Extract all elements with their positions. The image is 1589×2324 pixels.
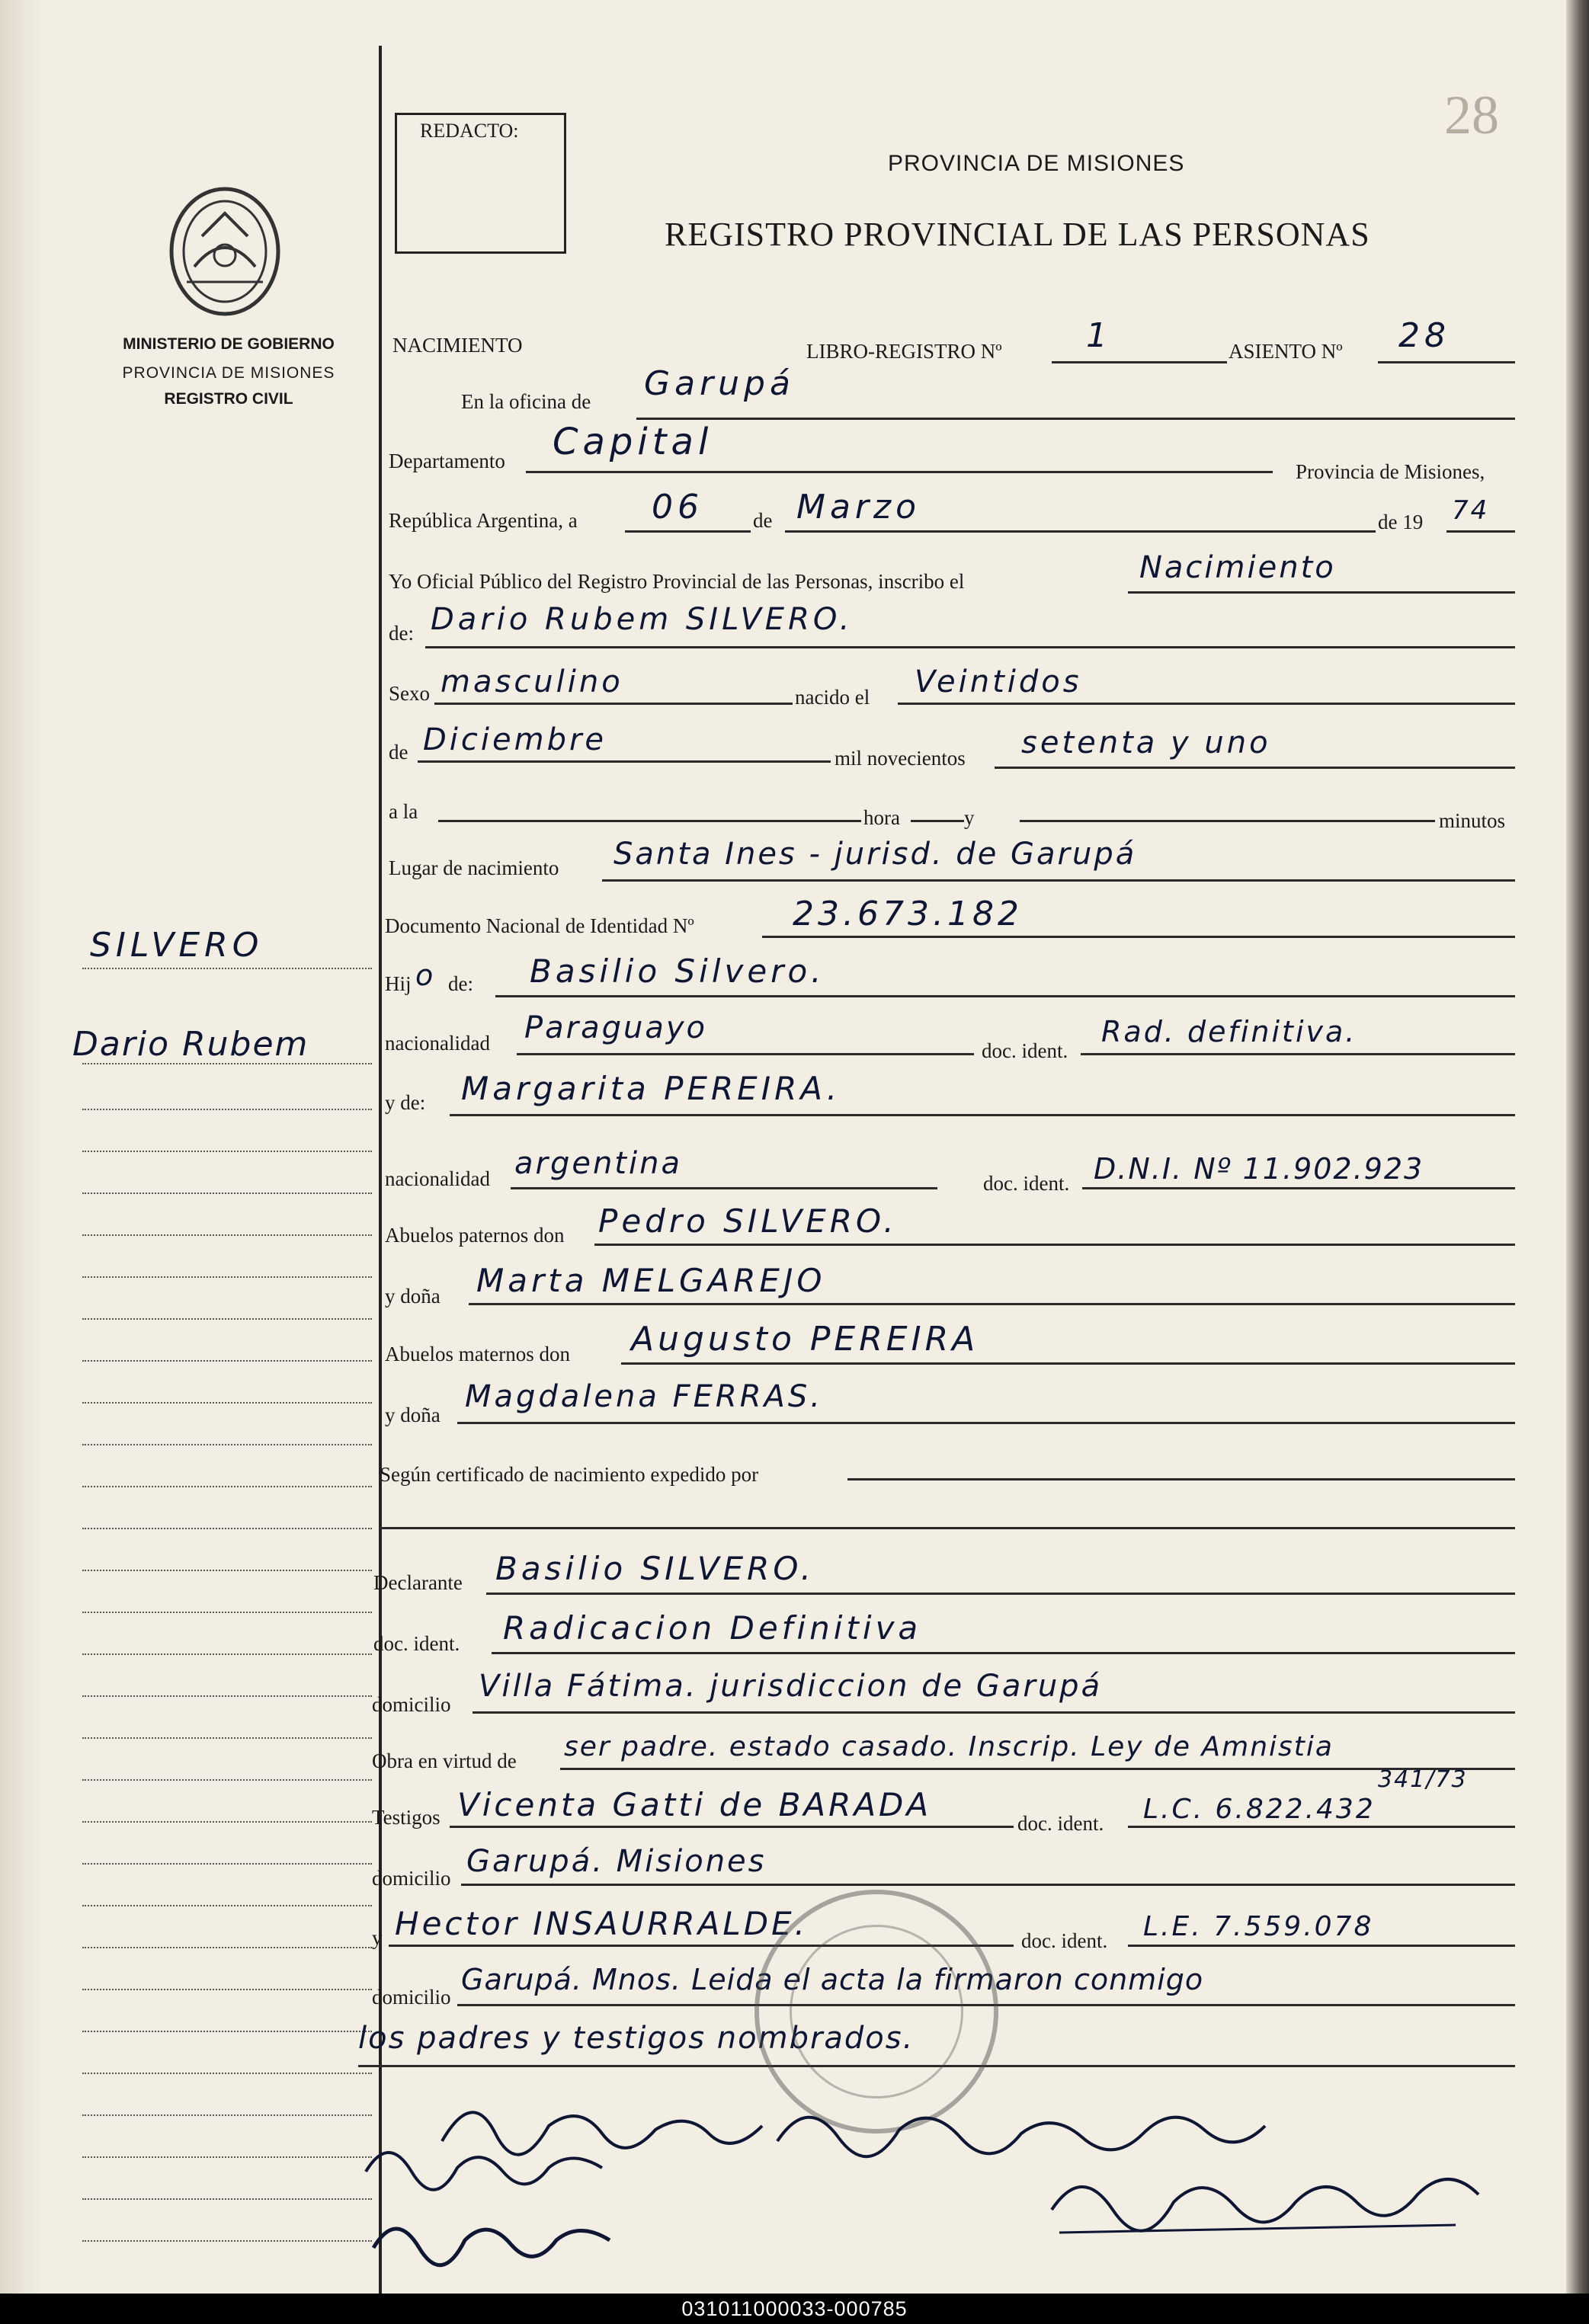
fill-line bbox=[911, 820, 964, 822]
testigo1-value: Vicenta Gatti de BARADA bbox=[457, 1786, 932, 1823]
year-value: 74 bbox=[1452, 495, 1490, 526]
padre-nacionalidad-value: Paraguayo bbox=[524, 1010, 707, 1045]
margin-line bbox=[82, 1612, 372, 1613]
abuela-materna-value: Magdalena FERRAS. bbox=[465, 1379, 823, 1414]
oficina-label: En la oficina de bbox=[461, 390, 591, 413]
margin-line bbox=[82, 1905, 372, 1906]
ley-number: 341/73 bbox=[1378, 1766, 1468, 1793]
fill-line bbox=[380, 1527, 1515, 1529]
margin-line bbox=[82, 2198, 372, 2200]
lugar-value: Santa Ines - jurisd. de Garupá bbox=[613, 837, 1137, 872]
margin-line bbox=[82, 2031, 372, 2032]
libro-value: 1 bbox=[1086, 316, 1112, 355]
margin-line bbox=[82, 1863, 372, 1865]
margin-line bbox=[82, 2114, 372, 2116]
fill-line bbox=[495, 995, 1515, 997]
margin-line bbox=[82, 1360, 372, 1362]
a-la-label: a la bbox=[389, 800, 418, 823]
declarante-domicilio-value: Villa Fátima. jurisdiccion de Garupá bbox=[479, 1669, 1103, 1704]
abuela-paterna-value: Marta MELGAREJO bbox=[476, 1262, 826, 1299]
testigo1-doc: L.C. 6.822.432 bbox=[1143, 1794, 1376, 1825]
margin-line bbox=[82, 1234, 372, 1236]
fill-line bbox=[450, 1826, 1014, 1828]
sexo-value: masculino bbox=[440, 664, 623, 699]
hijo-label: Hij bbox=[385, 972, 412, 995]
redacto-box bbox=[395, 113, 566, 254]
fill-line bbox=[1052, 361, 1227, 363]
departamento-value: Capital bbox=[553, 421, 713, 463]
document-id-footer: 031011000033-000785 bbox=[0, 2294, 1589, 2324]
oficial-label: Yo Oficial Público del Registro Provincial de las Personas, inscribo el bbox=[389, 570, 965, 593]
doc-ident-label: doc. ident. bbox=[1017, 1812, 1104, 1835]
doc-ident-label: doc. ident. bbox=[983, 1172, 1070, 1195]
abuelos-paternos-label: Abuelos paternos don bbox=[385, 1224, 565, 1247]
fill-line bbox=[511, 1187, 937, 1189]
fill-line bbox=[1128, 1945, 1515, 1947]
provincia-suffix: Provincia de Misiones, bbox=[1296, 460, 1485, 483]
fill-line bbox=[438, 820, 861, 822]
abuelo-paterno-value: Pedro SILVERO. bbox=[598, 1202, 898, 1240]
mes-value: Marzo bbox=[796, 488, 921, 527]
abuelos-maternos-label: Abuelos maternos don bbox=[385, 1343, 570, 1365]
testigo2-value: Hector INSAURRALDE. bbox=[395, 1905, 808, 1942]
margin-line bbox=[82, 968, 372, 969]
fill-line bbox=[1446, 530, 1515, 533]
republica-label: República Argentina, a bbox=[389, 509, 578, 532]
fill-line bbox=[594, 1244, 1515, 1246]
padre-doc-value: Rad. definitiva. bbox=[1101, 1015, 1357, 1048]
dni-value: 23.673.182 bbox=[793, 895, 1023, 933]
domicilio-label: domicilio bbox=[372, 1986, 451, 2009]
margin-line bbox=[82, 1109, 372, 1110]
y-dona-label: y doña bbox=[385, 1404, 440, 1426]
dia-value: 06 bbox=[652, 488, 703, 527]
obra-label: Obra en virtud de bbox=[372, 1749, 517, 1772]
nacido-value: Veintidos bbox=[915, 664, 1082, 699]
fill-line bbox=[560, 1768, 1515, 1770]
fill-line bbox=[486, 1593, 1515, 1595]
declarante-doc-value: Radicacion Definitiva bbox=[503, 1609, 922, 1647]
testigo1-domicilio: Garupá. Misiones bbox=[466, 1844, 767, 1879]
certificado-label: Según certificado de nacimiento expedido por bbox=[380, 1463, 759, 1486]
margin-line bbox=[82, 1737, 372, 1739]
fill-line bbox=[526, 471, 1273, 473]
fill-line bbox=[625, 530, 751, 533]
inscribo-value: Nacimiento bbox=[1139, 550, 1336, 585]
margin-line bbox=[82, 1528, 372, 1529]
margin-given-names: Dario Rubem bbox=[72, 1025, 309, 1064]
declarante-value: Basilio SILVERO. bbox=[495, 1550, 815, 1587]
margin-line bbox=[82, 2073, 372, 2074]
margin-line bbox=[82, 1276, 372, 1278]
nacido-label: nacido el bbox=[795, 686, 870, 709]
asiento-label: ASIENTO Nº bbox=[1229, 340, 1343, 363]
declarante-label: Declarante bbox=[373, 1571, 463, 1594]
minutos-label: minutos bbox=[1439, 809, 1506, 832]
fill-line bbox=[602, 879, 1515, 882]
margin-line bbox=[82, 1444, 372, 1445]
fill-line bbox=[1081, 1053, 1515, 1055]
margin-line bbox=[82, 1989, 372, 1990]
domicilio-label: domicilio bbox=[372, 1693, 451, 1716]
fill-line bbox=[785, 530, 1376, 533]
testigo2-domicilio: Garupá. Mnos. Leida el acta la firmaron conmigo bbox=[461, 1963, 1204, 1996]
nacimiento-label: NACIMIENTO bbox=[392, 334, 523, 357]
fill-line bbox=[847, 1478, 1515, 1481]
margin-line bbox=[82, 1695, 372, 1697]
fill-line bbox=[1020, 820, 1435, 822]
fill-line bbox=[461, 1884, 1515, 1886]
nombre-value: Dario Rubem SILVERO. bbox=[431, 602, 854, 637]
fill-line bbox=[450, 1114, 1515, 1116]
de-label2: de bbox=[389, 741, 408, 763]
nacionalidad-label: nacionalidad bbox=[385, 1032, 490, 1055]
fill-line bbox=[621, 1362, 1515, 1365]
ministry-line1: MINISTERIO DE GOBIERNO bbox=[123, 335, 335, 353]
y-label2: y bbox=[372, 1926, 383, 1949]
hijo-suffix: o bbox=[415, 959, 438, 992]
margin-line bbox=[82, 1063, 372, 1064]
margin-line bbox=[82, 1947, 372, 1948]
mil-label: mil novecientos bbox=[835, 747, 966, 770]
margin-line bbox=[82, 1653, 372, 1655]
fill-line bbox=[457, 1422, 1515, 1424]
fill-line bbox=[995, 767, 1515, 769]
margin-surname: SILVERO bbox=[90, 926, 264, 965]
hora-label: hora bbox=[863, 806, 900, 829]
witness-signatures-icon bbox=[358, 2126, 633, 2278]
fill-line bbox=[425, 646, 1515, 648]
margin-line bbox=[82, 1192, 372, 1194]
delegation-stamp bbox=[1063, 2160, 1238, 2183]
margin-line bbox=[82, 1151, 372, 1152]
oficina-value: Garupá bbox=[644, 364, 795, 403]
fill-line bbox=[469, 1303, 1515, 1305]
doc-ident-label: doc. ident. bbox=[982, 1039, 1068, 1062]
province-heading: PROVINCIA DE MISIONES bbox=[888, 151, 1185, 176]
dni-label: Documento Nacional de Identidad Nº bbox=[385, 914, 694, 937]
sexo-label: Sexo bbox=[389, 682, 430, 705]
anio-nac-value: setenta y uno bbox=[1021, 725, 1271, 760]
madre-doc-value: D.N.I. Nº 11.902.923 bbox=[1094, 1152, 1424, 1186]
madre-nacionalidad-value: argentina bbox=[514, 1146, 682, 1181]
fill-line bbox=[898, 703, 1515, 705]
closing-line: los padres y testigos nombrados. bbox=[358, 2021, 915, 2056]
margin-line bbox=[82, 2156, 372, 2158]
fill-line bbox=[492, 1652, 1515, 1654]
page-binding-edge bbox=[1566, 0, 1589, 2294]
margin-line bbox=[82, 1779, 372, 1781]
fill-line bbox=[1082, 1187, 1515, 1189]
margin-line bbox=[82, 1402, 372, 1404]
ministry-line3: REGISTRO CIVIL bbox=[164, 390, 293, 408]
obra-value: ser padre. estado casado. Inscrip. Ley de Amnistia bbox=[564, 1731, 1334, 1762]
de-colon-label: de: bbox=[389, 622, 414, 645]
fill-line bbox=[1378, 361, 1515, 363]
y-de-label: y de: bbox=[385, 1091, 426, 1114]
page-number: 28 bbox=[1444, 85, 1499, 146]
page-left-edge bbox=[0, 0, 42, 2294]
hijo-de-label: de: bbox=[448, 972, 473, 995]
de-label: de bbox=[753, 509, 773, 532]
registry-heading: REGISTRO PROVINCIAL DE LAS PERSONAS bbox=[665, 216, 1370, 253]
abuelo-materno-value: Augusto PEREIRA bbox=[631, 1320, 979, 1359]
mes-nac-value: Diciembre bbox=[423, 722, 607, 757]
fill-line bbox=[434, 703, 793, 705]
fill-line bbox=[636, 418, 1515, 420]
libro-label: LIBRO-REGISTRO Nº bbox=[806, 340, 1002, 363]
fill-line bbox=[1128, 1826, 1515, 1828]
de-year-label: de 19 bbox=[1378, 511, 1424, 533]
margin-line bbox=[82, 1318, 372, 1320]
testigos-label: Testigos bbox=[372, 1806, 440, 1829]
testigo2-doc: L.E. 7.559.078 bbox=[1143, 1911, 1374, 1942]
redacto-label: REDACTO: bbox=[420, 120, 519, 142]
fill-line bbox=[473, 1711, 1515, 1714]
nacionalidad-label: nacionalidad bbox=[385, 1167, 490, 1190]
y-dona-label: y doña bbox=[385, 1285, 440, 1308]
madre-value: Margarita PEREIRA. bbox=[461, 1070, 841, 1107]
doc-ident-label: doc. ident. bbox=[1021, 1929, 1108, 1952]
fill-line bbox=[517, 1053, 974, 1055]
domicilio-label: domicilio bbox=[372, 1867, 451, 1890]
margin-line bbox=[82, 1570, 372, 1571]
fill-line bbox=[762, 936, 1515, 938]
ministry-line2: PROVINCIA DE MISIONES bbox=[122, 364, 335, 382]
province-seal-icon bbox=[164, 183, 286, 320]
asiento-value: 28 bbox=[1398, 316, 1450, 355]
doc-ident-label2: doc. ident. bbox=[373, 1632, 460, 1655]
padre-value: Basilio Silvero. bbox=[530, 952, 825, 990]
margin-line bbox=[82, 1486, 372, 1487]
margin-line bbox=[82, 2240, 372, 2242]
y-label: y bbox=[964, 806, 975, 829]
margin-divider bbox=[379, 46, 382, 2294]
fill-line bbox=[418, 760, 831, 763]
fill-line bbox=[1128, 591, 1515, 594]
departamento-label: Departamento bbox=[389, 450, 505, 472]
lugar-label: Lugar de nacimiento bbox=[389, 856, 559, 879]
margin-line bbox=[82, 1821, 372, 1823]
